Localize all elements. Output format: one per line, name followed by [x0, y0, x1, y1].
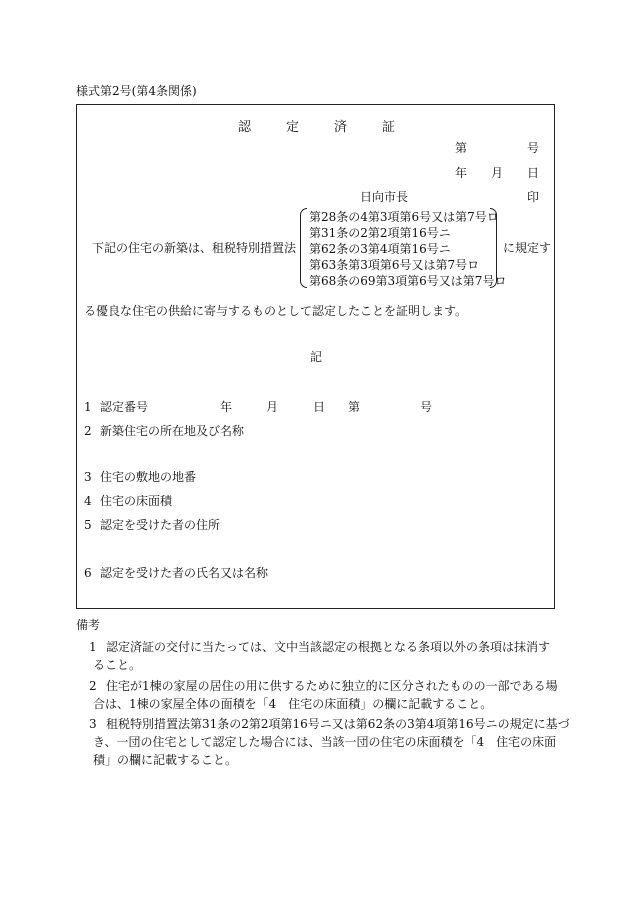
body-trail-text: に規定す: [503, 241, 552, 255]
note-1-number: 1: [89, 640, 97, 654]
issuer-name: 日向市長: [360, 190, 409, 204]
note-3-line: き、一団の住宅として認定した場合には、当該一団の住宅の床面積を「4 住宅の床面: [93, 735, 557, 749]
item-1-month-label: 月: [266, 400, 279, 414]
note-3-line: 積」の欄に記載すること。: [93, 753, 238, 767]
clause-bracket-left: [300, 208, 307, 288]
item-1-number: 1: [84, 400, 92, 414]
item-2-number: 2: [84, 424, 92, 438]
item-1-dai-label: 第: [348, 400, 361, 414]
body-lead-text: 下記の住宅の新築は、租税特別措置法: [92, 241, 297, 255]
note-3-line: 租税特別措置法第31条の2第2項第16号ニ又は第62条の3第4項第16号ニの規定に基づ: [106, 717, 570, 731]
cert-number-go: 号: [527, 141, 540, 155]
item-4-label: 住宅の床面積: [100, 494, 173, 508]
item-3-number: 3: [84, 470, 92, 484]
form-label: 様式第2号(第4条関係): [76, 84, 197, 98]
ki-heading: 記: [310, 350, 323, 364]
body-continuation-text: る優良な住宅の供給に寄与するものとして認定したことを証明します。: [84, 304, 468, 318]
item-5-label: 認定を受けた者の住所: [100, 518, 221, 532]
date-year-label: 年: [455, 166, 468, 180]
note-2-line: 住宅が1棟の家屋の居住の用に供するために独立的に区分されたものの一部である場: [106, 679, 558, 693]
item-1-day-label: 日: [313, 400, 326, 414]
note-2-number: 2: [89, 679, 97, 693]
issuer-seal: 印: [527, 190, 540, 204]
date-month-label: 月: [491, 166, 504, 180]
title-char-1: 認: [238, 120, 252, 135]
date-day-label: 日: [527, 166, 540, 180]
note-3-number: 3: [89, 717, 97, 731]
item-1-go-label: 号: [420, 400, 433, 414]
item-2-label: 新築住宅の所在地及び名称: [100, 424, 245, 438]
clause-line: 第31条の2第2項第16号ニ: [309, 226, 451, 240]
item-6-number: 6: [84, 566, 92, 580]
notes-heading: 備考: [76, 618, 101, 632]
item-1-label: 認定番号: [100, 400, 149, 414]
item-3-label: 住宅の敷地の地番: [100, 470, 197, 484]
item-4-number: 4: [84, 494, 92, 508]
title-char-3: 済: [334, 120, 348, 135]
item-6-label: 認定を受けた者の氏名又は名称: [100, 566, 269, 580]
title-char-2: 定: [286, 120, 300, 135]
note-1-line: ること。: [93, 658, 142, 672]
note-1-line: 認定済証の交付に当たっては、文中当該認定の根拠となる条項以外の条項は抹消す: [106, 640, 551, 654]
clause-line: 第68条の69第3項第6号又は第7号ロ: [309, 274, 507, 288]
clause-bracket-right: [490, 208, 497, 288]
cert-number-dai: 第: [455, 141, 468, 155]
clause-line: 第62条の3第4項第16号ニ: [309, 242, 451, 256]
title-char-4: 証: [382, 120, 396, 135]
item-5-number: 5: [84, 518, 92, 532]
clause-line: 第28条の4第3項第6号又は第7号ロ: [309, 210, 499, 224]
item-1-year-label: 年: [220, 400, 233, 414]
clause-line: 第63条第3項第6号又は第7号ロ: [309, 258, 480, 272]
note-2-line: 合は、1棟の家屋全体の面積を「4 住宅の床面積」の欄に記載すること。: [93, 697, 493, 711]
